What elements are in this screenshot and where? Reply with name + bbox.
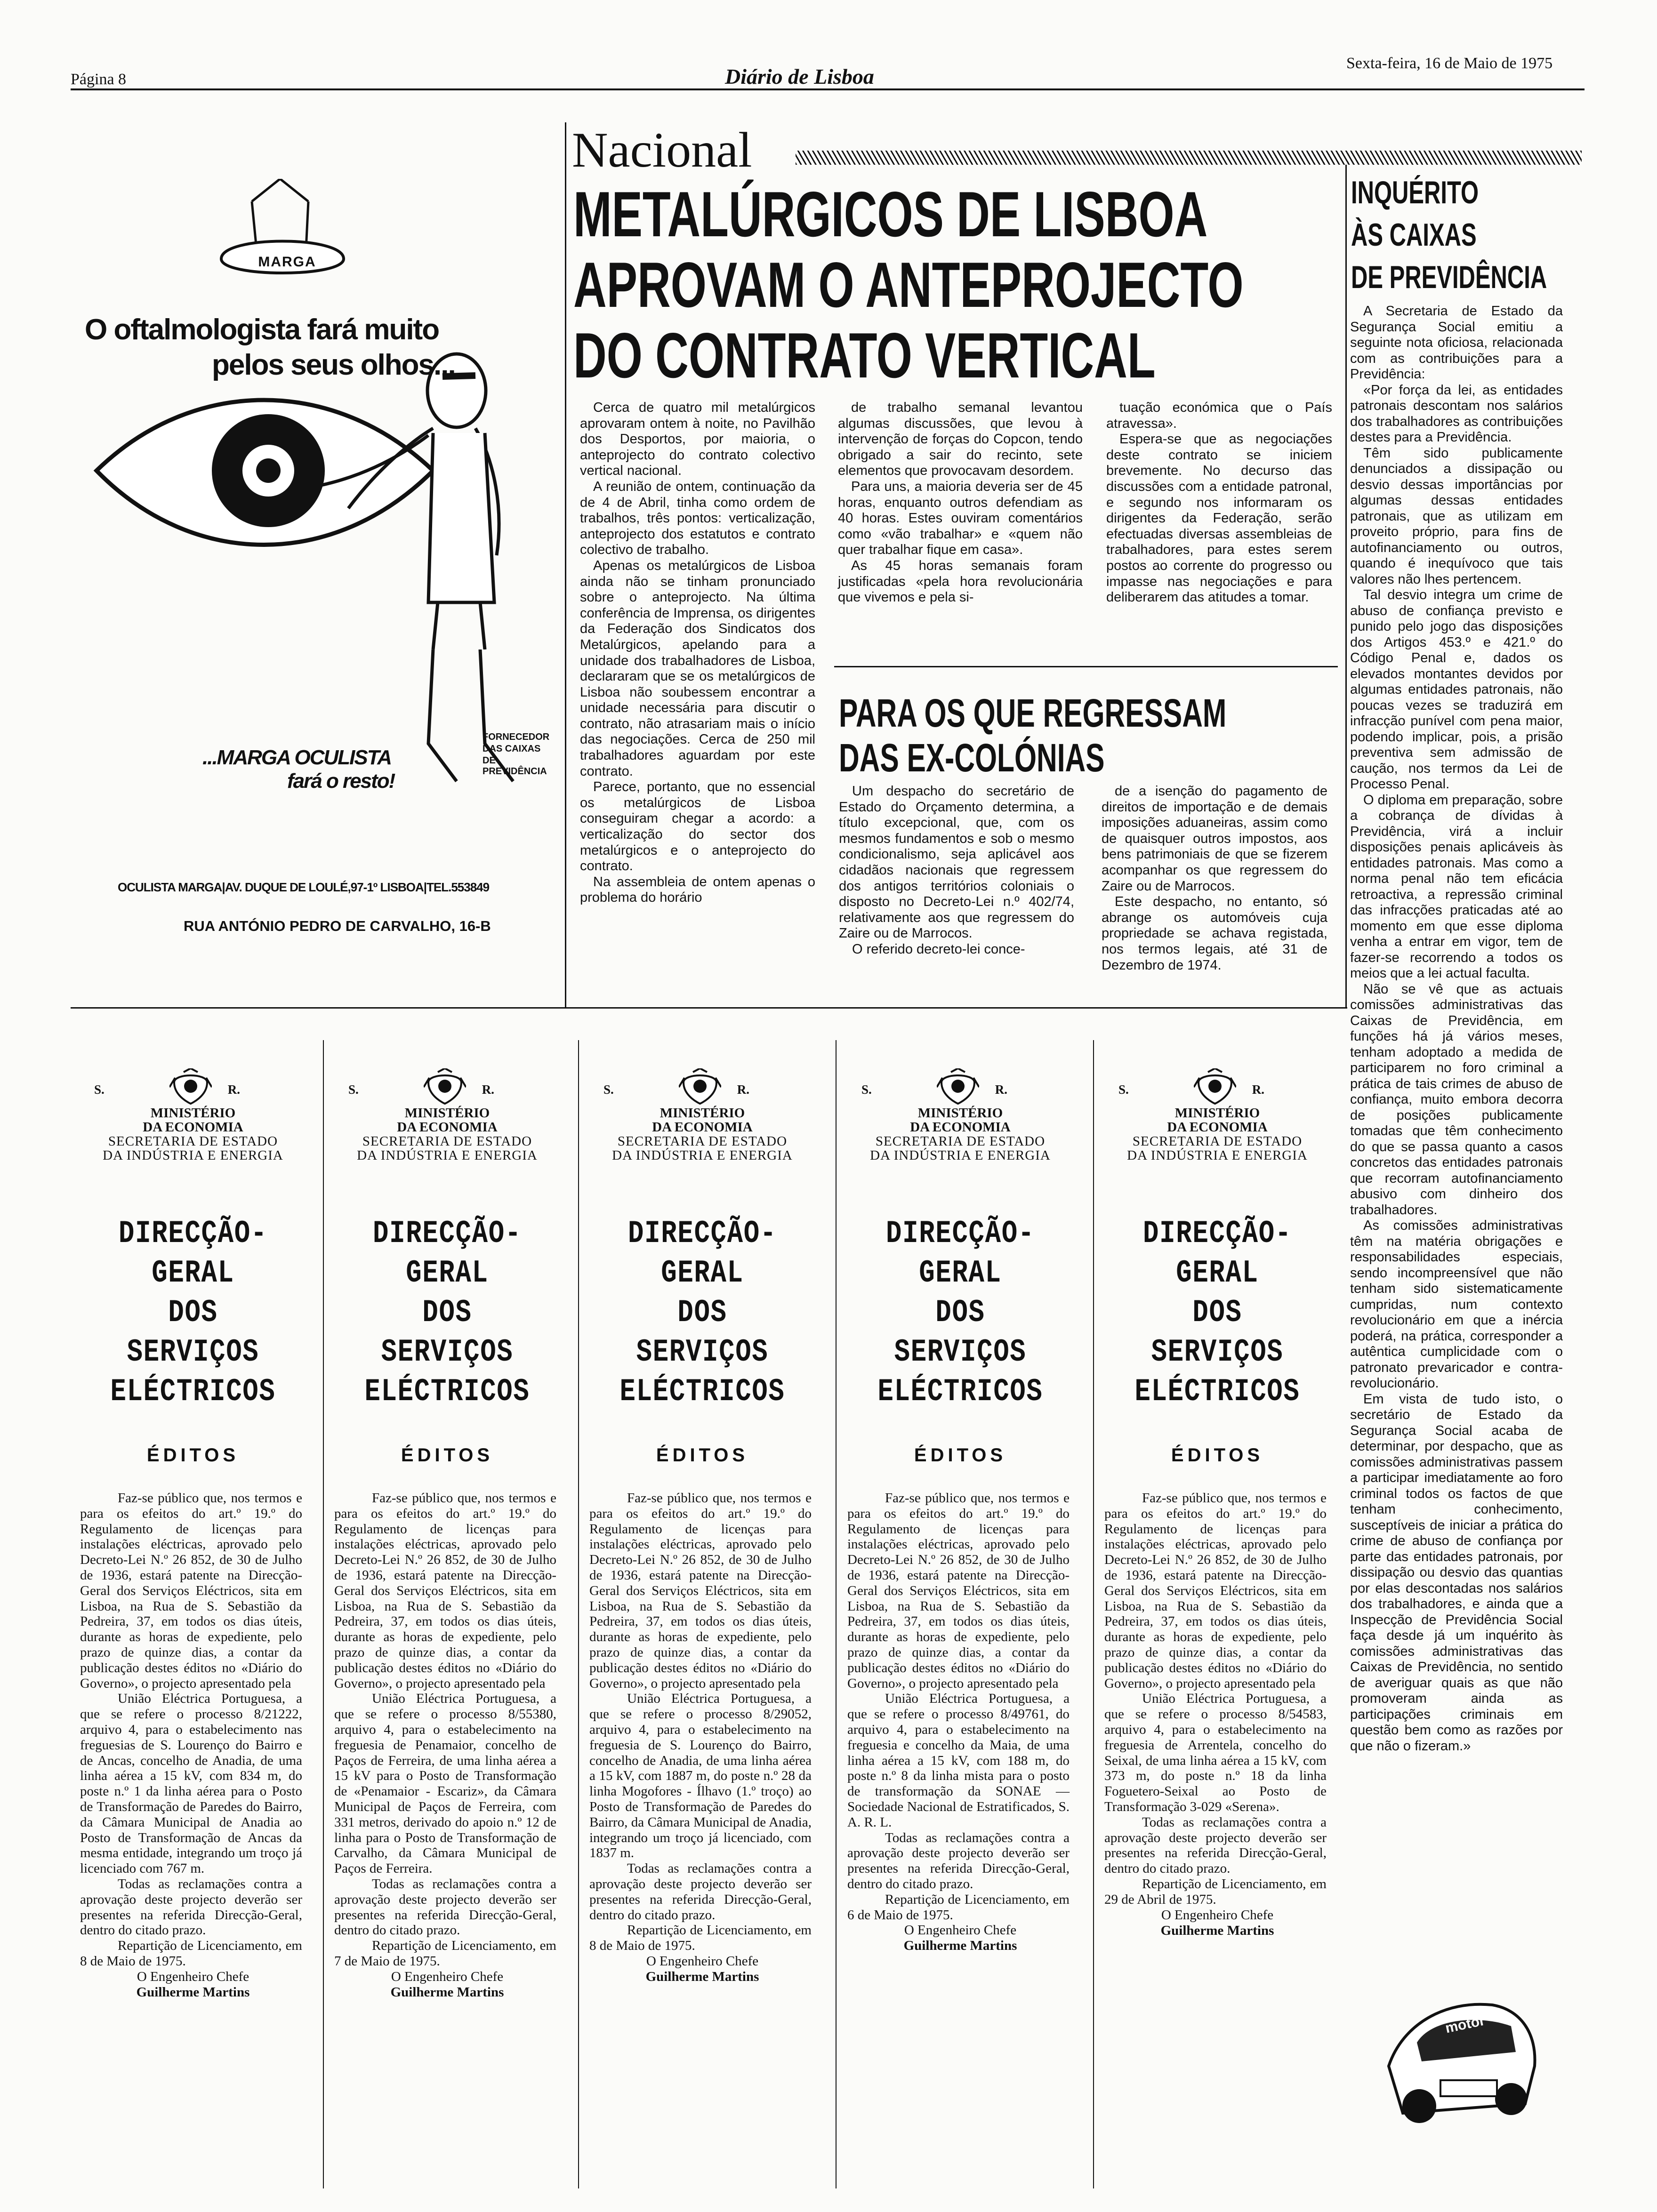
edital-reclamations: Todas as reclamações contra a aprovação deste projecto deverão ser presentes na referida Direcção-Geral, dentro do citado prazo. — [589, 1861, 812, 1923]
ad-headline-2: pelos seus olhos... — [212, 349, 455, 381]
sidebar-paragraph: Não se vê que as actuais comissões administrativas das Caixas de Previdência, em funções há já vários meses, tenham adoptado a medida de participarem no foro criminal a prática de tais crimes de abuso de confiança, muito embora decorra de posições publicamente tomadas que têm conhecimento do que se passa quanto a casos concretos das entidades patronais que recorram autofinanciamento abusivo com dinheiro dos trabalhadores. — [1350, 981, 1563, 1218]
edital-s: S. — [1118, 1082, 1129, 1097]
engineer-name: Guilherme Martins — [1160, 1923, 1274, 1938]
engineer-title: O Engenheiro Chefe — [1161, 1907, 1274, 1923]
secretariat-name-2: DA INDÚSTRIA E ENERGIA — [1127, 1148, 1308, 1163]
marga-logo: MARGA — [258, 254, 316, 270]
directorate-name-2: DOS SERVIÇOS — [1151, 1295, 1284, 1370]
ministry-name: MINISTÉRIO — [917, 1106, 1003, 1121]
ministry-name: MINISTÉRIO — [404, 1106, 490, 1121]
edital-rep-label: Repartição de Licenciamento, — [1142, 1876, 1306, 1891]
divider — [71, 1007, 1347, 1009]
ad-supplier-2: DAS CAIXAS — [483, 744, 541, 754]
edital-date: em 6 de Maio de 1975. — [847, 1891, 1070, 1923]
editos-title: ÉDITOS — [914, 1445, 1007, 1466]
engineer-name: Guilherme Martins — [645, 1969, 759, 1984]
edital-r: R. — [737, 1082, 749, 1097]
ad-slogan-2: fará o resto! — [287, 769, 395, 793]
secretariat-name-2: DA INDÚSTRIA E ENERGIA — [357, 1148, 538, 1163]
engineer-name: Guilherme Martins — [390, 1984, 504, 2000]
edital-repartition — [334, 1938, 556, 1969]
sidebar-body — [1350, 304, 1563, 1754]
edital-notice — [585, 1068, 820, 1985]
edital-reclamations: Todas as reclamações contra a aprovação deste projecto deverão ser presentes na referida Direcção-Geral, dentro do citado prazo. — [1104, 1814, 1327, 1876]
second-story-paragraph: O referido decreto-lei conce- — [852, 941, 1025, 957]
edital-header — [585, 1068, 820, 1106]
edital-body — [75, 1491, 311, 1969]
secretariat-name: SECRETARIA DE ESTADO — [362, 1134, 532, 1149]
second-story-paragraph: Um despacho do secretário de Estado do Orçamento determina, a título excepcional, que, com os mesmos fundamentos e sob o mesmo condicionalismo, seja aplicável aos cidadãos nacionais que regressem dos antigos territórios coloniais o disposto no Decreto-Lei n.º 402/74, relativamente aos que regressem do Zaire ou de Marrocos. — [839, 784, 1074, 941]
edital-header — [1100, 1068, 1335, 1106]
edital-header — [843, 1068, 1078, 1106]
edital-date: em 29 de Abril de 1975. — [1104, 1876, 1327, 1907]
issue-date: Sexta-feira, 16 de Maio de 1975 — [1346, 55, 1553, 72]
ministry-name-2: DA ECONOMIA — [1167, 1120, 1268, 1135]
directorate-name: DIRECÇÃO-GERAL — [119, 1216, 267, 1291]
edital-r: R. — [482, 1082, 494, 1097]
ad-slogan-1: ...MARGA OCULISTA — [202, 746, 392, 769]
coat-of-arms-icon — [1194, 1068, 1236, 1106]
edital-notice — [843, 1068, 1078, 1954]
ministry-name-2: DA ECONOMIA — [910, 1120, 1011, 1135]
directorate-name: DIRECÇÃO-GERAL — [886, 1216, 1035, 1291]
directorate-name: DIRECÇÃO-GERAL — [1143, 1216, 1292, 1291]
main-story-paragraph: Na assembleia de ontem apenas o problema do horário — [580, 874, 815, 906]
sidebar-paragraph: Tal desvio integra um crime de abuso de confiança previsto e punido pelo jogo das disposições dos Artigos 453.º e 421.º do Código Penal e, dados os elevados montantes devidos por algumas entidades patronais, não poucas vezes se traduzirá em infracção punível com pena maior, podendo implicar, pois, a prisão preventiva sem admissão de caução, nos termos da Lei de Processo Penal. — [1350, 587, 1563, 792]
engineer-title: O Engenheiro Chefe — [646, 1953, 759, 1969]
coat-of-arms-icon — [679, 1068, 721, 1106]
edital-header — [330, 1068, 565, 1106]
sidebar-headline-2: ÀS CAIXAS — [1351, 217, 1477, 253]
directorate-name-3: ELÉCTRICOS — [619, 1374, 785, 1410]
ad-supplier-1: FORNECEDOR — [483, 732, 550, 742]
second-story-paragraph: Este despacho, no entanto, só abrange os automóveis cuja propriedade se achava registada, nos termos legais, até 31 de Dezembro de 1974. — [1102, 894, 1327, 973]
edital-reclamations: Todas as reclamações contra a aprovação deste projecto deverão ser presentes na referida Direcção-Geral, dentro do citado prazo. — [847, 1830, 1070, 1891]
ministry-name: MINISTÉRIO — [660, 1106, 745, 1121]
main-story-paragraph: As 45 horas semanais foram justificadas «pela hora revolucionária que vivemos e pela si- — [838, 558, 1083, 605]
engineer-name: Guilherme Martins — [136, 1984, 250, 2000]
sidebar-paragraph: «Por força da lei, as entidades patronais descontam nos salários dos trabalhadores as contribuições destes para a Previdência. — [1350, 382, 1563, 445]
main-story-col-1 — [580, 400, 815, 906]
edital-repartition — [80, 1938, 302, 1969]
header-rule — [71, 88, 1585, 90]
main-headline-2: APROVAM O ANTEPROJECTO — [573, 249, 1244, 321]
directorate-name-3: ELÉCTRICOS — [1134, 1374, 1300, 1410]
coat-of-arms-icon — [424, 1068, 466, 1106]
second-headline-2: DAS EX-COLÓNIAS — [839, 736, 1105, 780]
edital-date: em 8 de Maio de 1975. — [589, 1923, 812, 1954]
editos-title: ÉDITOS — [656, 1445, 749, 1466]
secretariat-name: SECRETARIA DE ESTADO — [108, 1134, 278, 1149]
coat-of-arms-icon — [169, 1068, 212, 1106]
secretariat-name: SECRETARIA DE ESTADO — [617, 1134, 788, 1149]
divider — [323, 1040, 324, 2188]
edital-notice — [330, 1068, 565, 2000]
edital-process: União Eléctrica Portuguesa, a que se refere o processo 8/54583, arquivo 4, para o estabelecimento na freguesia de Arrentela, concelho do Seixal, de uma linha aérea a 15 kV, com 373 m, do poste n.º 18 da linha Foguetero-Seixal ao Posto de Transformação 3-029 «Serena». — [1104, 1691, 1327, 1814]
secretariat-name-2: DA INDÚSTRIA E ENERGIA — [612, 1148, 793, 1163]
main-story-paragraph: tuação económica que o País atravessa». — [1106, 400, 1332, 431]
edital-intro: Faz-se público que, nos termos e para os efeitos do art.º 19.º do Regulamento de licenças para instalações eléctricas, aprovado pelo Decreto-Lei N.º 26 852, de 30 de Julho de 1936, estará patente na Direcção-Geral dos Serviços Eléctricos, sita em Lisboa, na Rua de S. Sebastião da Pedreira, 37, em todos os dias úteis, durante as horas de expediente, pelo prazo de quinze dias, a contar da publicação destes éditos no «Diário do Governo», o projecto apresentado pela — [334, 1491, 556, 1691]
ad-address-2: RUA ANTÓNIO PEDRO DE CARVALHO, 16-B — [184, 918, 491, 934]
edital-rep-label: Repartição de Licenciamento, — [372, 1938, 536, 1954]
directorate-name-3: ELÉCTRICOS — [110, 1374, 276, 1410]
edital-process: União Eléctrica Portuguesa, a que se refere o processo 8/49761, do arquivo 4, para o estabelecimento na freguesia e concelho da Maia, de uma linha aérea a 15 kV, com 188 m, do poste n.º 8 da linha mista para o posto de transformação da SONAE — Sociedade Nacional de Estratificados, S. A. R. L. — [847, 1691, 1070, 1830]
edital-intro: Faz-se público que, nos termos e para os efeitos do art.º 19.º do Regulamento de licenças para instalações eléctricas, aprovado pelo Decreto-Lei N.º 26 852, de 30 de Julho de 1936, estará patente na Direcção-Geral dos Serviços Eléctricos, sita em Lisboa, na Rua de S. Sebastião da Pedreira, 37, em todos os dias úteis, durante as horas de expediente, pelo prazo de quinze dias, a contar da publicação destes éditos no «Diário do Governo», o projecto apresentado pela — [80, 1491, 302, 1691]
ad-headline-1: O oftalmologista fará muito — [85, 313, 439, 346]
coat-of-arms-icon — [937, 1068, 979, 1106]
second-story-col-2 — [1102, 784, 1327, 973]
directorate-name-3: ELÉCTRICOS — [364, 1374, 530, 1410]
divider — [578, 1040, 579, 2188]
edital-header — [75, 1068, 311, 1106]
editos-title: ÉDITOS — [146, 1445, 240, 1466]
edital-process: União Eléctrica Portuguesa, a que se refere o processo 8/29052, arquivo 4, para o estabelecimento na freguesia de S. Lourenço do Bairro, concelho de Anadia, de uma linha aérea a 15 kV, com 1887 m, do poste n.º 28 da linha Mogofores - Ílhavo (1.º troço) ao Posto de Transformação de Paredes do Bairro, da Câmara Municipal de Anadia, integrando um troço já licenciado, com 1837 m. — [589, 1691, 812, 1861]
page-number: Página 8 — [71, 71, 127, 88]
main-story-col-2 — [838, 400, 1083, 606]
edital-intro: Faz-se público que, nos termos e para os efeitos do art.º 19.º do Regulamento de licenças para instalações eléctricas, aprovado pelo Decreto-Lei N.º 26 852, de 30 de Julho de 1936, estará patente na Direcção-Geral dos Serviços Eléctricos, sita em Lisboa, na Rua de S. Sebastião da Pedreira, 37, em todos os dias úteis, durante as horas de expediente, pelo prazo de quinze dias, a contar da publicação destes éditos no «Diário do Governo», o projecto apresentado pela — [847, 1491, 1070, 1691]
edital-s: S. — [348, 1082, 359, 1097]
main-story-col-3 — [1106, 400, 1332, 606]
edital-rep-label: Repartição de Licenciamento, — [885, 1891, 1049, 1907]
divider — [1093, 1040, 1094, 2188]
main-story-paragraph: Parece, portanto, que no essencial os metalúrgicos de Lisboa conseguiram chegar a acordo: a verticalização do sector dos metalúrgicos e o anteprojecto do contrato. — [580, 779, 815, 874]
sidebar-paragraph: As comissões administrativas têm na matéria obrigações e responsabilidades especiais, sendo incompreensível que não tenham sido sistematicamente cumpridas, num contexto revolucionário em que a inércia poderá, na prática, corresponder a autêntica cumplicidade com o patronato prevaricador e contra-revolucionário. — [1350, 1218, 1563, 1391]
edital-r: R. — [995, 1082, 1007, 1097]
second-headline-1: PARA OS QUE REGRESSAM — [839, 691, 1227, 735]
ministry-name: MINISTÉRIO — [1174, 1106, 1260, 1121]
directorate-name-2: DOS SERVIÇOS — [127, 1295, 259, 1370]
advertisement — [71, 179, 550, 955]
main-story-paragraph: Apenas os metalúrgicos de Lisboa ainda não se tinham pronunciado sobre o anteprojecto. Na última conferência de Imprensa, os dirigentes da Federação dos Sindicatos dos Metalúrgicos, apelando para a unidade dos trabalhadores de Lisboa, declararam que se os metalúrgicos de Lisboa não soubessem encontrar a unidade necessária para discutir o contrato, não atrasariam mais o início das negociações. Cerca de 250 mil trabalhadores aguardam por este contrato. — [580, 558, 815, 779]
directorate-name: DIRECÇÃO-GERAL — [373, 1216, 522, 1291]
secretariat-name-2: DA INDÚSTRIA E ENERGIA — [870, 1148, 1051, 1163]
editos-title: ÉDITOS — [1171, 1445, 1264, 1466]
sidebar-paragraph: A Secretaria de Estado da Segurança Social emitiu a seguinte nota oficiosa, relacionada com as contribuições para a Previdência: — [1350, 304, 1563, 382]
edital-date: em 7 de Maio de 1975. — [334, 1938, 556, 1969]
sidebar-paragraph: O diploma em preparação, sobre a cobrança de dívidas à Previdência, virá a incluir disposições penais aplicáveis às entidades patronais. Mas como a norma penal não tem eficácia retroactiva, a repressão criminal das infracções praticadas até ao momento em que esse diploma venha a entrar em vigor, tem de fazer-se recorrendo a todos os meios que a lei actual faculta. — [1350, 792, 1563, 981]
edital-body — [330, 1491, 565, 1969]
edital-s: S. — [94, 1082, 105, 1097]
ministry-name-2: DA ECONOMIA — [143, 1120, 243, 1135]
directorate-name-2: DOS SERVIÇOS — [636, 1295, 769, 1370]
edital-date: em 8 de Maio de 1975. — [80, 1938, 302, 1969]
sidebar-paragraph: Em vista de tudo isto, o secretário de Estado da Segurança Social acaba de determinar, por despacho, que as comissões administrativas passem a participar imediatamente ao foro criminal todos os factos de que tenham conhecimento, susceptíveis de iniciar a prática do crime de abuso de confiança por parte das entidades patronais, por dissipação ou desvio das quantias por elas descontadas nos salários dos trabalhadores, e ainda que a Inspecção de Previdência Social faça desde já um inquérito às comissões administrativas das Caixas de Previdência, no sentido de averiguar quais as que não promoveram ainda as participações criminais em questão bem como as razões por que não o fizeram.» — [1350, 1391, 1563, 1754]
edital-body — [843, 1491, 1078, 1923]
divider — [1345, 165, 1347, 1007]
edital-body — [1100, 1491, 1335, 1907]
directorate-name-3: ELÉCTRICOS — [877, 1374, 1043, 1410]
edital-process: União Eléctrica Portuguesa, a que se refere o processo 8/21222, arquivo 4, para o estabelecimento nas freguesias de S. Lourenço do Bairro e de Ancas, concelho de Anadia, de uma linha aérea a 15 kV, com 834 m, do poste n.º 1 da linha aérea para o Posto de Transformação de Paredes do Bairro, da Câmara Municipal de Anadia ao Posto de Transformação de Ancas da mesma entidade, integrando um troço já licenciado com 767 m. — [80, 1691, 302, 1876]
divider — [836, 1040, 837, 2188]
engineer-title: O Engenheiro Chefe — [137, 1969, 249, 1984]
edital-r: R. — [1252, 1082, 1264, 1097]
ministry-name-2: DA ECONOMIA — [397, 1120, 498, 1135]
glasses-icon — [71, 179, 541, 649]
main-headline-3: DO CONTRATO VERTICAL — [573, 320, 1156, 391]
second-story-paragraph: de a isenção do pagamento de direitos de importação e de demais imposições aduaneiras, assim como de quaisquer outros impostos, aos bens patrimoniais de que se fizerem acompanhar os que regressem do Zaire ou de Marrocos. — [1102, 784, 1327, 894]
car-logo: motor — [1444, 2012, 1487, 2036]
secretariat-name: SECRETARIA DE ESTADO — [1132, 1134, 1303, 1149]
edital-repartition — [847, 1892, 1070, 1923]
ad-supplier-3: DE PREVIDÊNCIA — [483, 755, 547, 777]
eye-icon — [97, 400, 433, 545]
edital-reclamations: Todas as reclamações contra a aprovação deste projecto deverão ser presentes na referida Direcção-Geral, dentro do citado prazo. — [80, 1876, 302, 1938]
main-story-paragraph: Espera-se que as negociações deste contrato se iniciem brevemente. No decurso das discussões com a entidade patronal, e segundo nos informaram os dirigentes da Federação, serão efectuadas diversas assembleias de trabalhadores, para estes serem postos ao corrente do progresso ou impasse nas negociações e para deliberarem das atitudes a tomar. — [1106, 432, 1332, 605]
edital-intro: Faz-se público que, nos termos e para os efeitos do art.º 19.º do Regulamento de licenças para instalações eléctricas, aprovado pelo Decreto-Lei N.º 26 852, de 30 de Julho de 1936, estará patente na Direcção-Geral dos Serviços Eléctricos, sita em Lisboa, na Rua de S. Sebastião da Pedreira, 37, em todos os dias úteis, durante as horas de expediente, pelo prazo de quinze dias, a contar da publicação destes éditos no «Diário do Governo», o projecto apresentado pela — [1104, 1491, 1327, 1691]
engineer-title: O Engenheiro Chefe — [391, 1969, 504, 1984]
edital-intro: Faz-se público que, nos termos e para os efeitos do art.º 19.º do Regulamento de licenças para instalações eléctricas, aprovado pelo Decreto-Lei N.º 26 852, de 30 de Julho de 1936, estará patente na Direcção-Geral dos Serviços Eléctricos, sita em Lisboa, na Rua de S. Sebastião da Pedreira, 37, em todos os dias úteis, durante as horas de expediente, pelo prazo de quinze dias, a contar da publicação destes éditos no «Diário do Governo», o projecto apresentado pela — [589, 1491, 812, 1691]
ad-address: OCULISTA MARGA|AV. DUQUE DE LOULÉ,97-1º LISBOA|TEL.553849 — [118, 880, 490, 894]
main-story-paragraph: A reunião de ontem, continuação da de 4 de Abril, tinha como ordem de trabalhos, três pontos: verticalização, anteprojecto dos estatutos e contrato colectivo de trabalho. — [580, 479, 815, 558]
edital-body — [585, 1491, 820, 1954]
section-hatch — [796, 151, 1582, 165]
divider — [565, 122, 566, 1007]
edital-s: S. — [861, 1082, 872, 1097]
edital-notice — [75, 1068, 311, 2000]
masthead: Diário de Lisboa — [725, 64, 874, 88]
edital-reclamations: Todas as reclamações contra a aprovação deste projecto deverão ser presentes na referida Direcção-Geral, dentro do citado prazo. — [334, 1876, 556, 1938]
main-story-paragraph: Cerca de quatro mil metalúrgicos aprovaram ontem à noite, no Pavilhão dos Desportos, por maioria, o anteprojecto do contrato colectivo vertical nacional. — [580, 400, 815, 479]
main-story-paragraph: Para uns, a maioria deveria ser de 45 horas, enquanto outros defendiam as 40 horas. Estes ouviram comentários como «vão trabalhar» e «quem não quer trabalhar fique em casa». — [838, 479, 1083, 558]
sidebar-headline-1: INQUÉRITO — [1351, 175, 1479, 210]
directorate-name: DIRECÇÃO-GERAL — [628, 1216, 777, 1291]
ministry-name-2: DA ECONOMIA — [652, 1120, 753, 1135]
section-title: Nacional — [572, 122, 752, 177]
secretariat-name-2: DA INDÚSTRIA E ENERGIA — [103, 1148, 283, 1163]
main-story-paragraph: de trabalho semanal levantou algumas discussões, que levou à intervenção de forças do Copcon, tendo obrigado a sair do recinto, sete elementos que provocavam desordem. — [838, 400, 1083, 479]
secretariat-name: SECRETARIA DE ESTADO — [875, 1134, 1046, 1149]
ministry-name: MINISTÉRIO — [150, 1106, 236, 1121]
edital-rep-label: Repartição de Licenciamento, — [627, 1923, 791, 1938]
edital-s: S. — [603, 1082, 614, 1097]
engineer-name: Guilherme Martins — [903, 1938, 1017, 1954]
editos-title: ÉDITOS — [401, 1445, 494, 1466]
car-cartoon — [1375, 1981, 1544, 2132]
divider — [834, 666, 1338, 667]
sidebar-headline-3: DE PREVIDÊNCIA — [1351, 259, 1547, 295]
edital-process: União Eléctrica Portuguesa, a que se refere o processo 8/55380, arquivo 4, para o estabelecimento na freguesia de Penamaior, concelho de Paços de Ferreira, de uma linha aérea a 15 kV para o Posto de Transformação de «Penamaior - Escariz», da Câmara Municipal de Paços de Ferreira, com 331 metros, derivado do apoio n.º 12 de linha para o Posto de Transformação de Carvalho, da Câmara Municipal de Paços de Ferreira. — [334, 1691, 556, 1876]
edital-r: R. — [227, 1082, 240, 1097]
edital-notice — [1100, 1068, 1335, 1939]
directorate-name-2: DOS SERVIÇOS — [894, 1295, 1027, 1370]
main-headline-1: METALÚRGICOS DE LISBOA — [573, 178, 1208, 250]
edital-repartition — [589, 1923, 812, 1954]
second-story-col-1 — [839, 784, 1074, 958]
sidebar-paragraph: Têm sido publicamente denunciados a dissipação ou desvio dessas importâncias por algumas dessas entidades patronais, que as utilizam em proveito próprio, para fins de autofinanciamento ou outros, quando é inequívoco que tais valores não lhes pertencem. — [1350, 445, 1563, 587]
car-icon — [1375, 1981, 1544, 2132]
directorate-name-2: DOS SERVIÇOS — [381, 1295, 514, 1370]
edital-repartition — [1104, 1876, 1327, 1907]
engineer-title: O Engenheiro Chefe — [904, 1923, 1017, 1938]
edital-rep-label: Repartição de Licenciamento, — [118, 1938, 282, 1954]
